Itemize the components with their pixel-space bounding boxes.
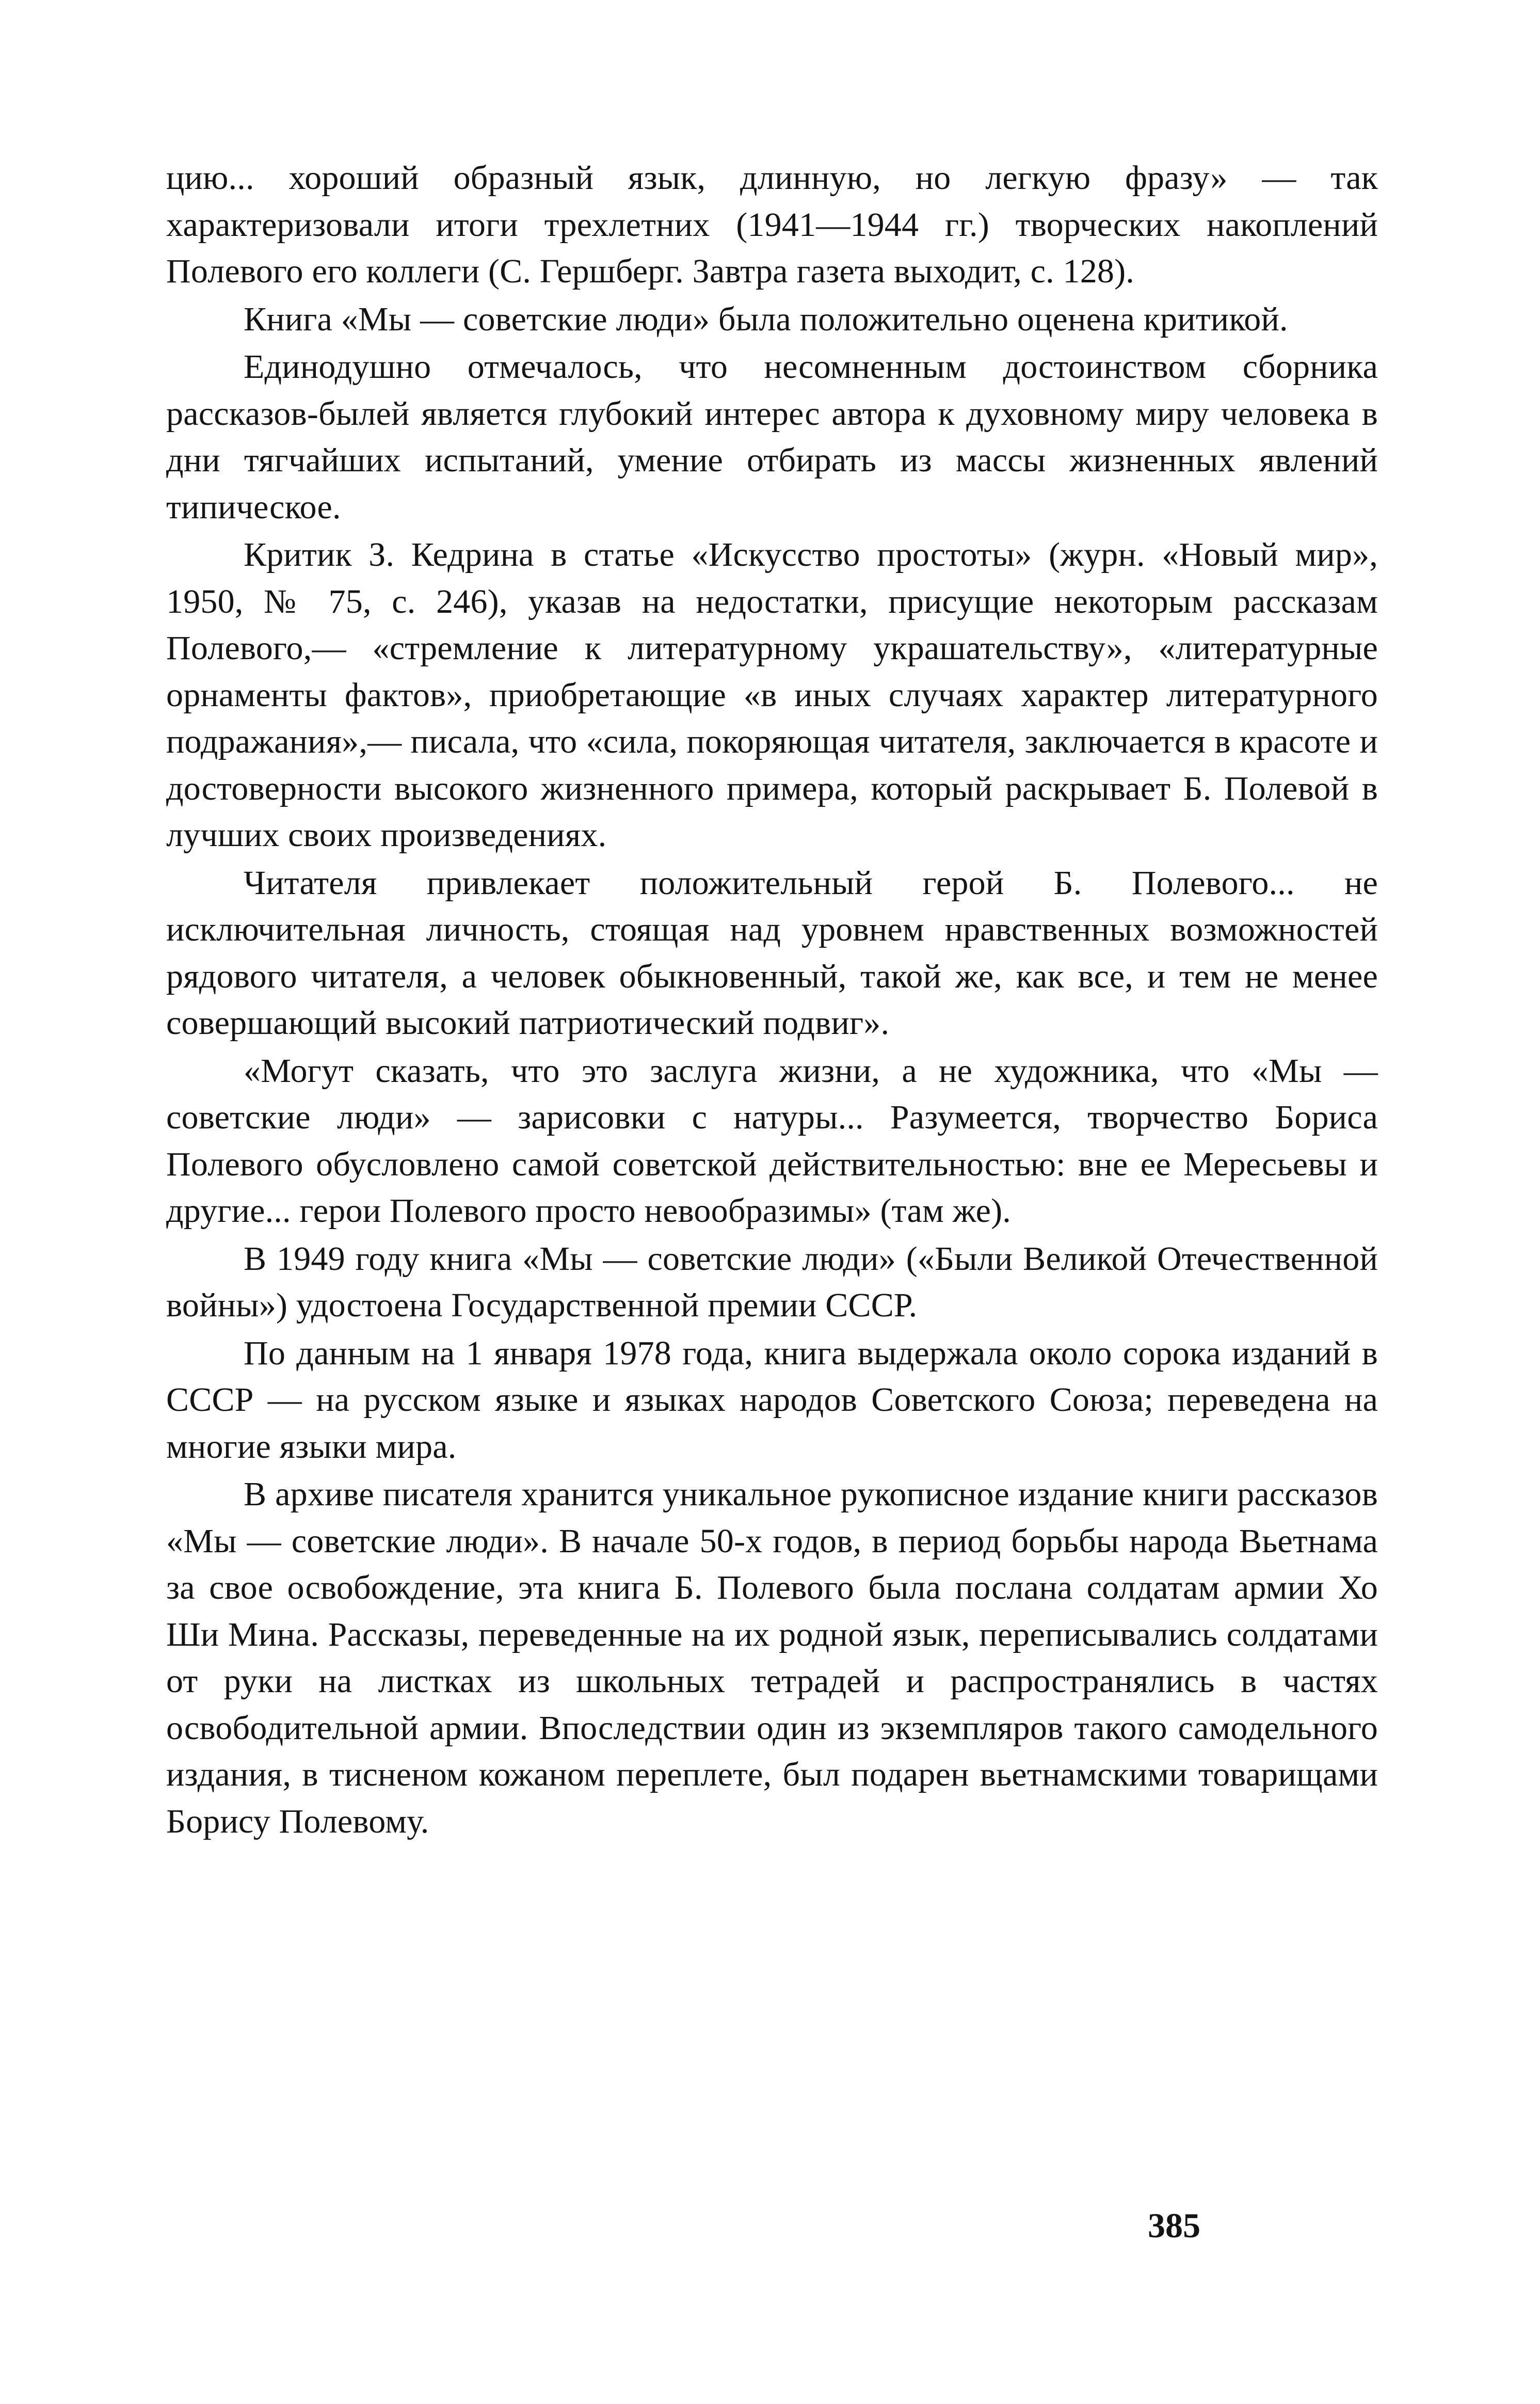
page-number: 385 [1148,2206,1200,2245]
paragraph: Единодушно отмечалось, что несомненным достоинством сборника рассказов-былей является глубокий интерес автора к духовному миру человека в дни тягчайших испытаний, умение отбирать из массы жизненных явлений типическое. [166,348,1378,526]
paragraph: Критик З. Кедрина в статье «Искусство простоты» (журн. «Новый мир», 1950, № 75, с. 246), указав на недостатки, присущие некоторым рассказам Полевого,— «стремление к литературному украшательству», «литературные орнаменты фактов», приобретающие «в иных случаях характер литературного подражания»,— писала, что «сила, покоряющая читателя, заключается в красоте и достоверности высокого жизненного примера, который раскрывает Б. Полевой в лучших своих произведениях. [166,536,1378,854]
paragraph: Книга «Мы — советские люди» была положительно оценена критикой. [244,300,1288,338]
paragraph: В архиве писателя хранится уникальное рукописное издание книги рассказов «Мы — советские люди». В начале 50-х годов, в период борьбы народа Вьетнама за свое освобождение, эта книга Б. Полевого была послана солдатам армии Хо Ши Мина. Рассказы, переведенные на их родной язык, переписывались солдатами от руки на листках из школьных тетрадей и распространялись в частях освободительной армии. Впоследствии один из экземпляров такого самодельного издания, в тисненом кожаном переплете, был подарен вьетнамскими товарищами Борису Полевому. [166,1475,1378,1840]
paragraph: цию... хороший образный язык, длинную, но легкую фразу» — так характеризовали итоги трехлетних (1941—1944 гг.) творческих накоплений Полевого его коллеги (С. Гершберг. Завтра газета выходит, с. 128). [166,159,1378,290]
paragraph: «Могут сказать, что это заслуга жизни, а не художника, что «Мы — советские люди» — зарисовки с натуры... Разумеется, творчество Бориса Полевого обусловлено самой советской действительностью: вне ее Мересьевы и другие... герои Полевого просто невообразимы» (там же). [166,1052,1378,1230]
paragraph: Читателя привлекает положительный герой Б. Полевого... не исключительная личность, стоящая над уровнем нравственных возможностей рядового читателя, а человек обыкновенный, такой же, как все, и тем не менее совершающий высокий патриотический подвиг». [166,864,1378,1042]
body-text [166,155,1378,1845]
paragraph: По данным на 1 января 1978 года, книга выдержала около сорока изданий в СССР — на русском языке и языках народов Советского Союза; переведена на многие языки мира. [166,1334,1378,1466]
paragraph: В 1949 году книга «Мы — советские люди» («Были Великой Отечественной войны») удостоена Государственной премии СССР. [166,1239,1378,1324]
